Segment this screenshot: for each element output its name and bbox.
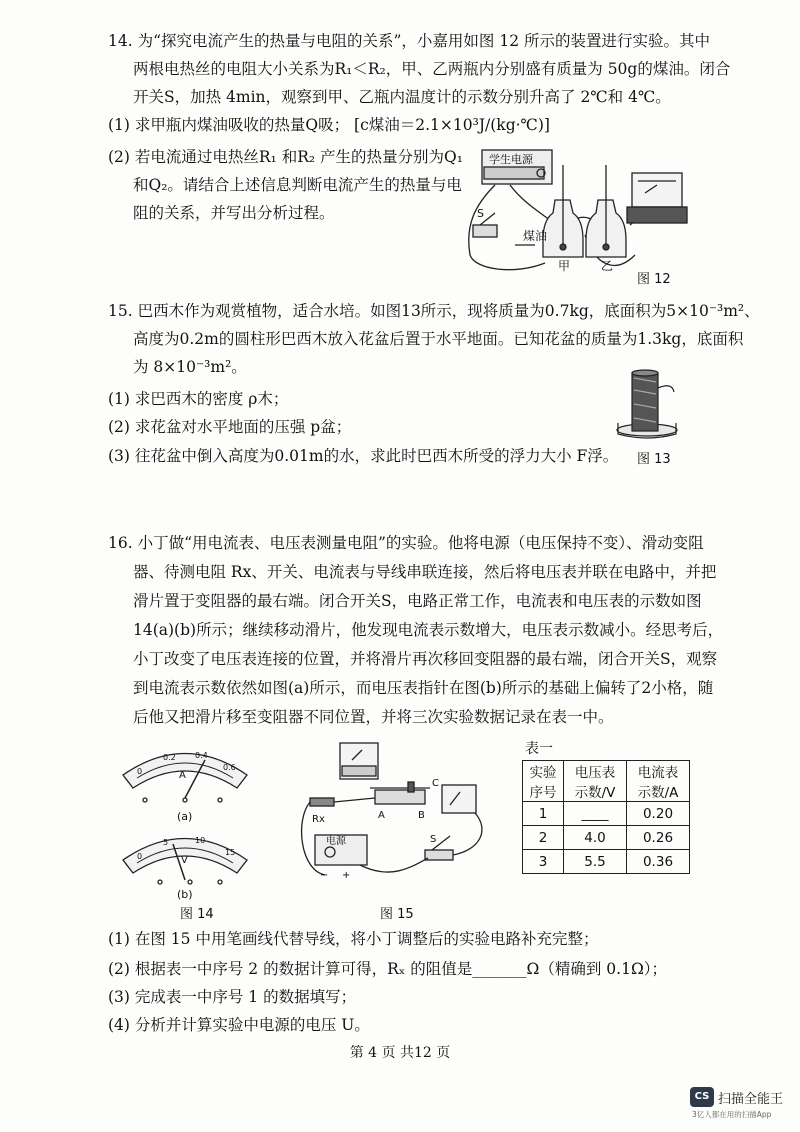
figure-13 (612, 368, 682, 440)
fig14-voltmeter-unit: V (181, 855, 188, 866)
q14-sub-1: (1) 求甲瓶内煤油吸收的热量Q吸； [c煤油＝2.1×10³J/(kg·℃)] (108, 116, 550, 134)
badge-slogan: 3亿人都在用的扫描App (692, 1110, 772, 1119)
fig15-plus-label: + (342, 870, 351, 881)
page-footer: 第 4 页 共12 页 (349, 1045, 451, 1061)
fig13-caption: 图 13 (637, 452, 671, 467)
q14-sub-2a: (2) 若电流通过电热丝R₁ 和R₂ 产生的热量分别为Q₁ (108, 148, 463, 166)
table-cell: 1 (523, 802, 564, 826)
table-row (523, 850, 690, 874)
cs-logo-icon: CS (690, 1087, 714, 1107)
table-cell: 0.36 (627, 850, 690, 874)
q16-line-7: 后他又把滑片移至变阻器不同位置，并将三次实验数据记录在表一中。 (133, 708, 614, 726)
fig12-power-label: 学生电源 (489, 153, 533, 166)
fig15-c-label: C (432, 778, 439, 789)
q14-sub-2b: 和Q₂。请结合上述信息判断电流产生的热量与电 (133, 176, 462, 194)
fig14-a-tick-3: 0.6 (223, 763, 236, 772)
q15-line-3: 为 8×10⁻³m²。 (133, 358, 247, 376)
q14-line-3: 开关S，加热 4min，观察到甲、乙瓶内温度计的示数分别升高了 2℃和 4℃。 (133, 88, 671, 106)
table1-title: 表一 (525, 741, 553, 757)
table-header-line: 示数/V (574, 785, 616, 801)
figure-12 (455, 145, 695, 285)
fig12-jar-jia: 甲 (558, 259, 571, 273)
fig14-a-tick-1: 0.2 (163, 753, 176, 762)
table-cell: 2 (523, 826, 564, 850)
q16-line-5: 小丁改变了电压表连接的位置，并将滑片再次移回变阻器的最右端，闭合开关S，观察 (133, 650, 718, 668)
q15-sub-1: (1) 求巴西木的密度 ρ木； (108, 390, 289, 408)
table-cell: 4.0 (564, 826, 627, 850)
fig14-caption: 图 14 (180, 907, 214, 922)
q15-line-1: 15. 巴西木作为观赏植物，适合水培。如图13所示，现将质量为0.7kg，底面积为5×10⁻³m²、 (108, 302, 760, 320)
table-cell: 0.20 (627, 802, 690, 826)
figure-15 (290, 740, 505, 890)
table-header-cell (564, 761, 627, 802)
fig12-caption: 图 12 (637, 272, 671, 287)
table-row (523, 826, 690, 850)
scanner-badge (690, 1085, 790, 1121)
table-cell: 5.5 (564, 850, 627, 874)
q16-line-3: 滑片置于变阻器的最右端。闭合开关S，电路正常工作，电流表和电压表的示数如图 (133, 592, 702, 610)
table-header-line: 电流表 (637, 765, 679, 781)
q16-sub-3: (3) 完成表一中序号 1 的数据填写； (108, 988, 357, 1006)
q16-line-6: 到电流表示数依然如图(a)所示，而电压表指针在图(b)所示的基础上偏转了2小格，随 (133, 679, 714, 697)
fig12-oil-label: 煤油 (523, 229, 548, 243)
q16-line-2: 器、待测电阻 Rx、开关、电流表与导线串联连接，然后将电压表并联在电路中，并把 (133, 563, 717, 581)
table-header-line: 实验 (529, 765, 557, 781)
fig12-jar-yi: 乙 (601, 259, 614, 273)
q14-line-2: 两根电热丝的电阻大小关系为R₁＜R₂，甲、乙两瓶内分别盛有质量为 50g的煤油。闭合 (133, 60, 731, 78)
q15-sub-2: (2) 求花盆对水平地面的压强 p盆； (108, 418, 352, 436)
fig14-a-label: (a) (177, 810, 193, 823)
fig14-b-tick-1: 5 (163, 838, 169, 847)
q16-line-4: 14(a)(b)所示；继续移动滑片，他发现电流表示数增大，电压表示数减小。经思考后， (133, 621, 724, 639)
q15-sub-3: (3) 往花盆中倒入高度为0.01m的水，求此时巴西木所受的浮力大小 F浮。 (108, 447, 619, 465)
fig14-b-tick-0: 0 (137, 852, 143, 861)
table-cell: 0.26 (627, 826, 690, 850)
fig12-switch-label: S (477, 207, 484, 220)
fig14-a-tick-0: 0 (137, 767, 143, 776)
table-header-cell (523, 761, 564, 802)
q16-sub-2: (2) 根据表一中序号 2 的数据计算可得，Rₓ 的阻值是_______Ω（精确到 0.1Ω）； (108, 960, 668, 978)
fig15-caption: 图 15 (380, 907, 414, 922)
table-header-line: 电压表 (574, 765, 616, 781)
table-cell-blank: ____ (564, 802, 627, 826)
table-cell: 3 (523, 850, 564, 874)
q16-sub-1: (1) 在图 15 中用笔画线代替导线，将小丁调整后的实验电路补充完整； (108, 930, 599, 948)
fig15-rx-label: Rx (312, 814, 325, 825)
table-header-line: 序号 (529, 785, 557, 801)
table-header-cell (627, 761, 690, 802)
q14-line-1: 14. 为“探究电流产生的热量与电阻的关系”，小嘉用如图 12 所示的装置进行实验。其中 (108, 32, 711, 50)
table-row (523, 802, 690, 826)
fig15-power-label: 电源 (326, 836, 346, 847)
table1 (522, 760, 690, 874)
fig15-a-label: A (378, 810, 385, 821)
q16-line-1: 16. 小丁做“用电流表、电压表测量电阻”的实验。他将电源（电压保持不变）、滑动变阻 (108, 534, 704, 552)
fig14-b-tick-3: 15 (225, 848, 236, 857)
table-header-line: 示数/A (637, 785, 679, 801)
fig14-a-tick-2: 0.4 (195, 751, 208, 760)
fig15-b-label: B (418, 810, 425, 821)
fig15-s-label: S (430, 834, 437, 845)
fig15-minus-label: − (320, 870, 329, 881)
fig14-ammeter-unit: A (179, 770, 186, 781)
q14-sub-2c: 阻的关系，并写出分析过程。 (133, 204, 335, 222)
q15-line-2: 高度为0.2m的圆柱形巴西木放入花盆后置于水平地面。已知花盆的质量为1.3kg，底面积 (133, 330, 744, 348)
badge-name: 扫描全能王 (718, 1092, 784, 1107)
fig14-b-tick-2: 10 (195, 836, 206, 845)
table-header-row (523, 761, 690, 802)
figure-14 (115, 740, 255, 900)
q16-sub-4: (4) 分析并计算实验中电源的电压 U。 (108, 1016, 370, 1034)
fig14-b-label: (b) (177, 888, 193, 900)
